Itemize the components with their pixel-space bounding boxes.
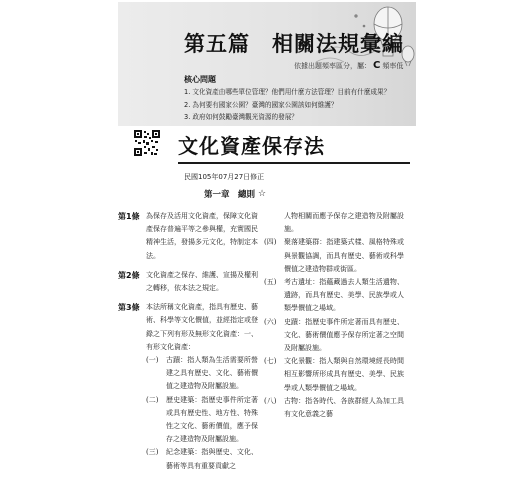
chapter-label: 第一章 總則	[204, 190, 256, 200]
article-text: 為保存及活用文化資產，保障文化資產保存普遍平等之參與權，充實國民精神生活，發揚多元文化，特制定本法。	[146, 212, 258, 260]
item-marker: (八)	[264, 396, 277, 405]
list-item	[264, 276, 404, 316]
left-column	[118, 210, 258, 473]
star-outline-icon: ☆	[258, 189, 267, 199]
item-text: 歷史建築：指歷史事件所定著或具有歷史性、地方性、特殊性之文化、藝術價值，應予保存之建造物及附屬設施。	[166, 395, 258, 444]
qr-code-icon[interactable]	[134, 130, 160, 156]
article-3-items	[146, 354, 258, 473]
frequency-indicator	[294, 60, 403, 71]
chapter-banner	[118, 2, 416, 126]
list-item	[264, 395, 404, 421]
list-item	[264, 355, 404, 395]
core-questions-list	[184, 86, 390, 124]
chapter-heading	[204, 188, 266, 200]
item-text: 考古遺址：指蘊藏過去人類生活遺物、遺跡，而具有歷史、美學、民族學或人類學價值之場域。	[284, 278, 404, 313]
item-text: 史蹟：指歷史事件所定著而具有歷史、文化、藝術價值應予保存所定著之空間及附屬設施。	[284, 317, 404, 353]
item-marker: (六)	[264, 317, 277, 326]
title-divider	[178, 162, 410, 164]
item-marker: (二)	[146, 395, 159, 404]
core-questions-heading: 核心問題	[184, 75, 216, 84]
core-question: 3. 政府如何鼓勵臺灣觀光資源的發展？	[184, 113, 298, 121]
article-number: 第2條	[118, 270, 140, 280]
list-item	[146, 446, 258, 472]
right-column	[264, 210, 404, 421]
article-number: 第3條	[118, 303, 140, 313]
item-text: 聚落建築群：指建築式樣、風格特殊或與景觀協調，而具有歷史、藝術或科學價值之建造物群或街區。	[284, 238, 404, 273]
law-title: 文化資產保存法	[178, 134, 325, 158]
list-item	[146, 394, 258, 447]
core-question: 2. 為何要有國家公園？臺灣的國家公園該如何維護？	[184, 100, 338, 109]
item-marker: (七)	[264, 357, 277, 366]
frequency-suffix: 頻率低	[382, 61, 404, 70]
article-text: 本法所稱文化資產，指具有歷史、藝術、科學等文化價值，並經指定或登錄之下列有形及無形文化資產：一、有形文化資產：	[146, 303, 258, 351]
item-continuation: 人物相關而應予保存之建造物及附屬設施。	[284, 212, 404, 234]
core-question: 1. 文化資產由哪些單位管理？他們用什麼方法管理？目前有什麼成果？	[184, 88, 391, 96]
item-text: 古蹟：指人類為生活需要所營建之具有歷史、文化、藝術價值之建造物及附屬設施。	[166, 356, 258, 391]
article-3	[118, 301, 258, 354]
list-item	[264, 236, 404, 276]
amendment-date: 民國105年07月27日修正	[184, 173, 265, 181]
article-2	[118, 269, 258, 295]
list-item	[264, 316, 404, 356]
list-item	[146, 354, 258, 394]
part-title: 第五篇 相關法規彙編	[184, 32, 404, 56]
article-text: 文化資產之保存、維護、宣揚及權利之轉移，依本法之規定。	[146, 270, 258, 293]
item-text: 文化景觀：指人類與自然環境經長時間相互影響所形成具有歷史、美學、民族學或人類學價值之場域。	[284, 357, 404, 392]
article-1	[118, 210, 258, 263]
frequency-label: 依據出題頻率區分，屬：	[294, 61, 371, 70]
item-marker: (三)	[146, 448, 159, 457]
document-page	[118, 2, 416, 498]
item-marker: (一)	[146, 356, 159, 365]
item-marker: (四)	[264, 238, 277, 247]
item-text: 紀念建築：指與歷史、文化、藝術等具有重要貢獻之	[166, 448, 258, 470]
article-number: 第1條	[118, 212, 140, 221]
item-marker: (五)	[264, 278, 277, 287]
frequency-grade: C	[373, 60, 381, 71]
item-text: 古物：指各時代、各族群經人為加工具有文化意義之藝	[284, 396, 404, 419]
